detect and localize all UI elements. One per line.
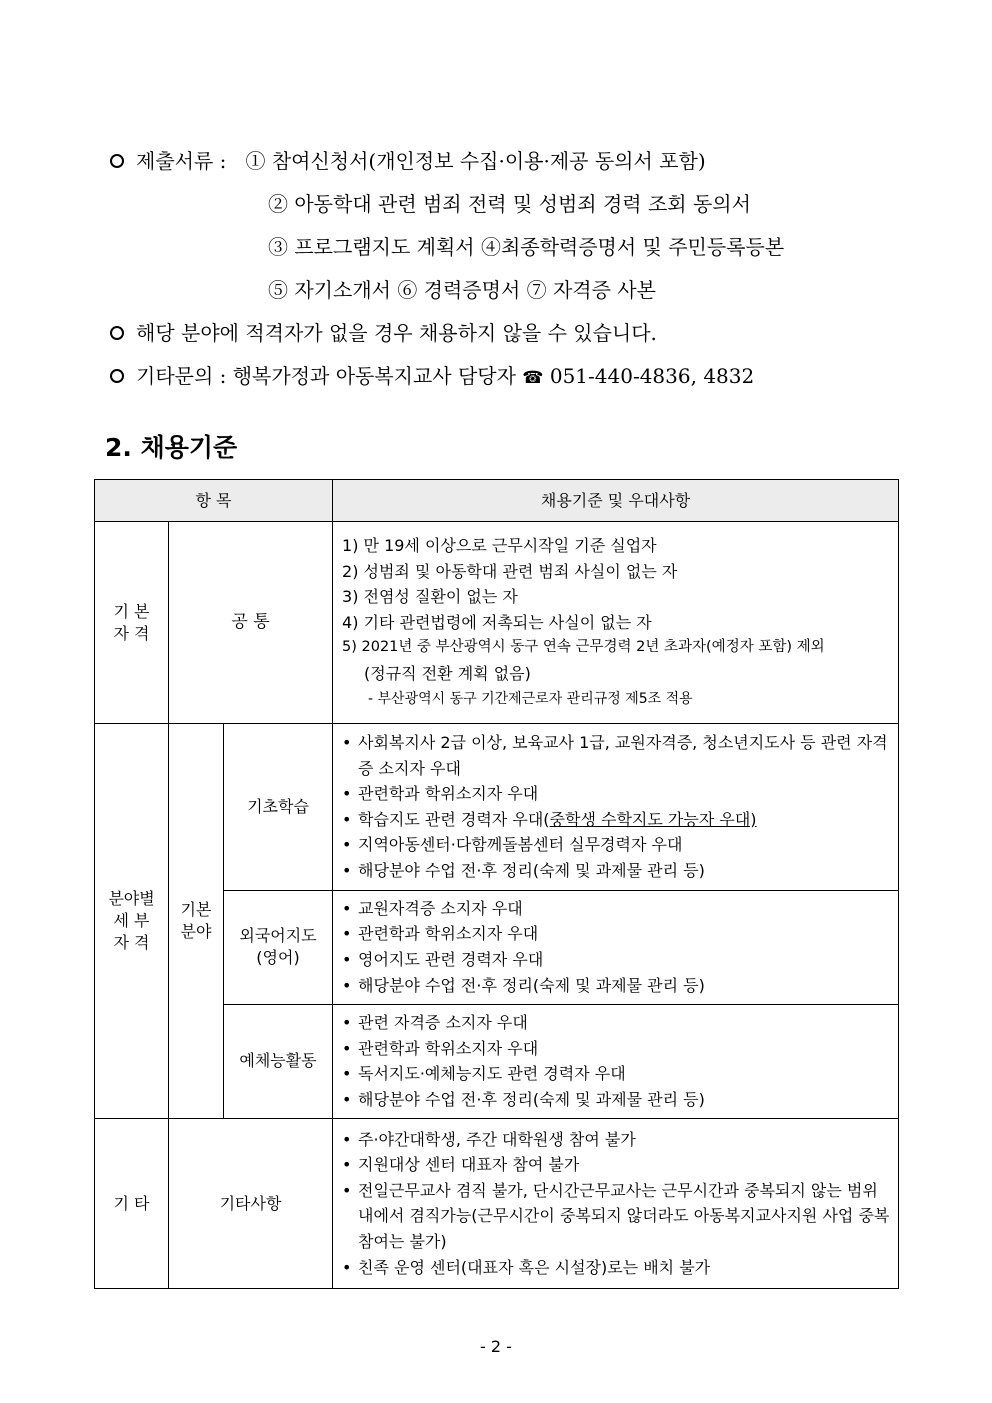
submission-label: 제출서류 : — [136, 149, 227, 173]
contact-line — [110, 364, 754, 390]
underlined-text: 중학생 수학지도 가능자 우대) — [549, 809, 757, 829]
list-item: • 교원자격증 소지자 우대 — [342, 898, 523, 918]
basic-category: 기 본 자 격 — [95, 522, 169, 724]
notice-text: 해당 분야에 적격자가 없을 경우 채용하지 않을 수 있습니다. — [136, 321, 657, 345]
list-item: • 관련학과 학위소지자 우대 — [342, 1038, 539, 1058]
list-item: • 해당분야 수업 전·후 정리(숙제 및 과제물 관리 등) — [342, 861, 705, 881]
basic-line-7: - 부산광역시 동구 기간제근로자 관리규정 제5조 적용 — [368, 690, 693, 707]
page-number: - 2 - — [480, 1337, 512, 1356]
list-item: • 지원대상 센터 대표자 참여 불가 — [342, 1155, 580, 1175]
group-criteria-basic-learning — [333, 724, 899, 890]
list-item: • 친족 운영 센터(대표자 혹은 시설장)로는 배치 불가 — [342, 1257, 711, 1277]
contact-text: 기타문의 : 행복가정과 아동복지교사 담당자 — [136, 364, 516, 388]
contact-phone: 051-440-4836, 4832 — [549, 364, 755, 388]
list-item: • 학습지도 관련 경력자 우대(중학생 수학지도 가능자 우대) — [342, 809, 757, 829]
header-criteria: 채용기준 및 우대사항 — [333, 480, 899, 522]
list-item: • 사회복지사 2급 이상, 보육교사 1급, 교원자격증, 청소년지도사 등 관련 자격증 소지자 우대 — [342, 733, 888, 778]
other-category: 기 타 — [95, 1118, 169, 1288]
submission-item-1: ① 참여신청서(개인정보 수집·이용·제공 동의서 포함) — [245, 149, 706, 173]
list-item: • 영어지도 관련 경력자 우대 — [342, 950, 544, 970]
list-item: • 전일근무교사 겸직 불가, 단시간근무교사는 근무시간과 중복되지 않는 범위 내에서 겸직가능(근무시간이 중복되지 않더라도 아동복지교사지원 사업 중복참여는 불가) — [342, 1180, 890, 1251]
submission-line-1 — [110, 149, 706, 173]
basic-line-2: 2) 성범죄 및 아동학대 관련 범죄 사실이 없는 자 — [342, 561, 678, 581]
phone-icon: ☎ — [522, 368, 544, 388]
basic-line-4: 4) 기타 관련법령에 저촉되는 사실이 없는 자 — [342, 612, 652, 632]
group-name-foreign-language: 외국어지도 (영어) — [224, 890, 333, 1004]
field-sub: 기본 분야 — [169, 724, 224, 1118]
header-item: 항 목 — [95, 480, 333, 522]
circle-bullet-icon — [110, 154, 124, 168]
section-title: 2. 채용기준 — [105, 433, 238, 462]
list-item: • 해당분야 수업 전·후 정리(숙제 및 과제물 관리 등) — [342, 1089, 705, 1109]
basic-line-3: 3) 전염성 질환이 없는 자 — [342, 587, 518, 607]
basic-criteria — [333, 522, 899, 724]
basic-line-5: 5) 2021년 중 부산광역시 동구 연속 근무경력 2년 초과자(예정자 포함) 제외 — [342, 639, 825, 656]
group-criteria-arts-sports — [333, 1004, 899, 1118]
group-criteria-foreign-language — [333, 890, 899, 1004]
other-sub: 기타사항 — [169, 1118, 333, 1288]
list-item: • 독서지도·예체능지도 관련 경력자 우대 — [342, 1064, 626, 1084]
basic-line-1: 1) 만 19세 이상으로 근무시작일 기준 실업자 — [342, 536, 657, 556]
list-item: • 관련학과 학위소지자 우대 — [342, 784, 539, 804]
submission-item-4: ⑤ 자기소개서 ⑥ 경력증명서 ⑦ 자격증 사본 — [268, 278, 656, 302]
list-item: • 지역아동센터·다함께돌봄센터 실무경력자 우대 — [342, 835, 683, 855]
list-item: • 주·야간대학생, 주간 대학원생 참여 불가 — [342, 1129, 636, 1149]
submission-item-3: ③ 프로그램지도 계획서 ④최종학력증명서 및 주민등록등본 — [268, 235, 785, 259]
basic-sub: 공 통 — [169, 522, 333, 724]
field-category: 분야별 세 부 자 격 — [95, 724, 169, 1118]
group-name-arts-sports: 예체능활동 — [224, 1004, 333, 1118]
list-item: • 해당분야 수업 전·후 정리(숙제 및 과제물 관리 등) — [342, 975, 705, 995]
basic-line-6: (정규직 전환 계획 없음) — [364, 664, 531, 684]
list-item: • 관련학과 학위소지자 우대 — [342, 924, 539, 944]
list-item: • 관련 자격증 소지자 우대 — [342, 1013, 528, 1033]
notice-line — [110, 321, 657, 345]
other-criteria — [333, 1118, 899, 1288]
circle-bullet-icon — [110, 369, 124, 383]
circle-bullet-icon — [110, 326, 124, 340]
submission-item-2: ② 아동학대 관련 범죄 전력 및 성범죄 경력 조회 동의서 — [268, 192, 751, 216]
criteria-table — [94, 479, 899, 1289]
group-name-basic-learning: 기초학습 — [224, 724, 333, 890]
